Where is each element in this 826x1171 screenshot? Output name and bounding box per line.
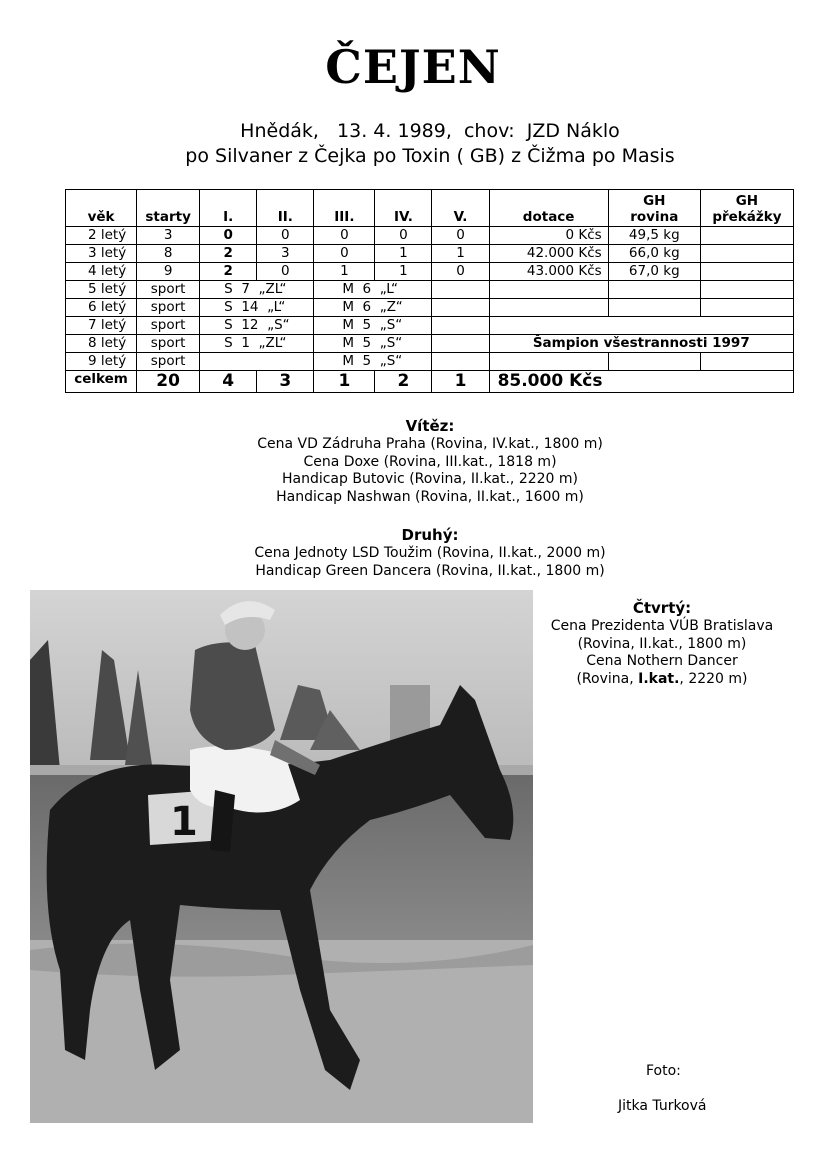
header-prize: dotace bbox=[489, 190, 608, 227]
total-row bbox=[66, 371, 794, 393]
cell-p2: 3 bbox=[257, 245, 314, 263]
cell-empty bbox=[700, 245, 793, 263]
cell-empty bbox=[432, 281, 489, 299]
cell-age: 3 letý bbox=[66, 245, 137, 263]
total-p2: 3 bbox=[257, 371, 314, 393]
cell-p4: 1 bbox=[375, 263, 432, 281]
cell-prize: 42.000 Kčs bbox=[489, 245, 608, 263]
table-row bbox=[66, 317, 794, 335]
cell-gh: 49,5 kg bbox=[608, 227, 700, 245]
winner-section bbox=[0, 416, 826, 506]
fourth-heading: Čtvrtý: bbox=[632, 599, 692, 617]
cell-empty bbox=[700, 227, 793, 245]
cell-empty bbox=[608, 299, 700, 317]
header-gh-flat bbox=[608, 190, 700, 227]
table-row bbox=[66, 245, 794, 263]
cell-sport-m: M 5 „S“ bbox=[314, 353, 432, 371]
total-starts: 20 bbox=[137, 371, 200, 393]
second-race: Cena Jednoty LSD Toužim (Rovina, II.kat., 2000 m) bbox=[254, 545, 606, 561]
table-row bbox=[66, 353, 794, 371]
fourth-line4-bold: I.kat. bbox=[638, 670, 680, 687]
header-gh-flat-line1: GH bbox=[643, 193, 666, 209]
cell-sport-m: M 5 „S“ bbox=[314, 317, 432, 335]
fourth-line4-post: , 2220 m) bbox=[679, 670, 748, 687]
cell-starts: 8 bbox=[137, 245, 200, 263]
header-age: věk bbox=[66, 190, 137, 227]
cell-p1: 0 bbox=[200, 227, 257, 245]
cell-empty bbox=[700, 353, 793, 371]
cell-starts: sport bbox=[137, 317, 200, 335]
fourth-race-line: (Rovina, II.kat., 1800 m) bbox=[577, 635, 747, 652]
total-label: celkem bbox=[66, 371, 137, 393]
cell-empty bbox=[489, 353, 608, 371]
total-prize: 85.000 Kčs bbox=[489, 371, 793, 393]
cell-starts: sport bbox=[137, 335, 200, 353]
cell-p5: 0 bbox=[432, 227, 489, 245]
cell-empty bbox=[700, 281, 793, 299]
cell-p4: 0 bbox=[375, 227, 432, 245]
header-place-4: IV. bbox=[375, 190, 432, 227]
champion-note: Šampion všestrannosti 1997 bbox=[489, 335, 793, 353]
cell-prize: 43.000 Kčs bbox=[489, 263, 608, 281]
winner-race: Handicap Butovic (Rovina, II.kat., 2220 m) bbox=[281, 471, 579, 487]
photo-label: Foto: bbox=[646, 1063, 681, 1079]
cell-empty bbox=[432, 299, 489, 317]
horse-name: ČEJEN bbox=[325, 40, 501, 94]
cell-p2: 0 bbox=[257, 227, 314, 245]
saddle-number: 1 bbox=[170, 799, 198, 845]
cell-age: 5 letý bbox=[66, 281, 137, 299]
cell-empty bbox=[432, 317, 489, 335]
header-place-2: II. bbox=[257, 190, 314, 227]
total-p5: 1 bbox=[432, 371, 489, 393]
header-place-5: V. bbox=[432, 190, 489, 227]
cell-sport-s: S 14 „L“ bbox=[200, 299, 314, 317]
race-record-table bbox=[65, 189, 794, 393]
table-row bbox=[66, 263, 794, 281]
cell-sport-s: S 12 „S“ bbox=[200, 317, 314, 335]
cell-starts: 3 bbox=[137, 227, 200, 245]
cell-age: 4 letý bbox=[66, 263, 137, 281]
race-photo bbox=[30, 590, 533, 1123]
cell-sport-m: M 6 „Z“ bbox=[314, 299, 432, 317]
cell-empty bbox=[700, 299, 793, 317]
header-gh-jump-line2: překážky bbox=[712, 209, 782, 225]
cell-age: 9 letý bbox=[66, 353, 137, 371]
cell-empty bbox=[432, 353, 489, 371]
cell-p5: 0 bbox=[432, 263, 489, 281]
table-row bbox=[66, 335, 794, 353]
cell-sport-s: S 7 „ZL“ bbox=[200, 281, 314, 299]
winner-race: Handicap Nashwan (Rovina, II.kat., 1600 m) bbox=[276, 488, 584, 505]
total-p4: 2 bbox=[375, 371, 432, 393]
cell-empty bbox=[489, 299, 608, 317]
cell-empty bbox=[608, 353, 700, 371]
cell-starts: sport bbox=[137, 353, 200, 371]
total-p1: 4 bbox=[200, 371, 257, 393]
cell-age: 8 letý bbox=[66, 335, 137, 353]
header-gh-jump-line1: GH bbox=[735, 193, 759, 209]
cell-p3: 1 bbox=[314, 263, 375, 281]
table-row bbox=[66, 227, 794, 245]
cell-gh: 67,0 kg bbox=[608, 263, 700, 281]
cell-empty bbox=[489, 281, 608, 299]
cell-p4: 1 bbox=[375, 245, 432, 263]
header-place-3: III. bbox=[314, 190, 375, 227]
header-gh-jump bbox=[700, 190, 793, 227]
cell-p5: 1 bbox=[432, 245, 489, 263]
photo-illustration bbox=[30, 590, 533, 1123]
fourth-line4-pre: (Rovina, bbox=[576, 670, 639, 687]
winner-race: Cena VD Zádruha Praha (Rovina, IV.kat., 1800 m) bbox=[257, 436, 603, 452]
cell-prize: 0 Kčs bbox=[489, 227, 608, 245]
total-p3: 1 bbox=[314, 371, 375, 393]
photographer-name: Jitka Turková bbox=[618, 1098, 707, 1114]
cell-empty bbox=[700, 263, 793, 281]
fourth-race-line bbox=[534, 671, 790, 689]
second-race: Handicap Green Dancera (Rovina, II.kat., 1800 m) bbox=[255, 562, 605, 579]
second-section bbox=[0, 525, 826, 580]
cell-sport-m: M 5 „S“ bbox=[314, 335, 432, 353]
cell-sport-m: M 6 „L“ bbox=[314, 281, 432, 299]
cell-p3: 0 bbox=[314, 245, 375, 263]
cell-empty bbox=[608, 281, 700, 299]
cell-empty bbox=[489, 317, 793, 335]
table-row bbox=[66, 299, 794, 317]
fourth-race-line: Cena Nothern Dancer bbox=[586, 653, 738, 669]
cell-age: 7 letý bbox=[66, 317, 137, 335]
cell-starts: sport bbox=[137, 299, 200, 317]
cell-p2: 0 bbox=[257, 263, 314, 281]
cell-age: 2 letý bbox=[66, 227, 137, 245]
fourth-section bbox=[534, 598, 790, 688]
table-row bbox=[66, 281, 794, 299]
cell-p3: 0 bbox=[314, 227, 375, 245]
header-place-1: I. bbox=[200, 190, 257, 227]
horse-pedigree: po Silvaner z Čejka po Toxin ( GB) z Čižma po Masis bbox=[185, 145, 675, 167]
second-heading: Druhý: bbox=[401, 526, 459, 544]
cell-sport-s bbox=[200, 353, 314, 371]
table-header-row bbox=[66, 190, 794, 227]
cell-empty bbox=[432, 335, 489, 353]
cell-starts: 9 bbox=[137, 263, 200, 281]
winner-race: Cena Doxe (Rovina, III.kat., 1818 m) bbox=[303, 453, 557, 470]
horse-info: Hnědák, 13. 4. 1989, chov: JZD Náklo bbox=[240, 120, 620, 142]
fourth-race-line: Cena Prezidenta VÚB Bratislava bbox=[550, 618, 774, 634]
cell-p1: 2 bbox=[200, 263, 257, 281]
header-gh-flat-line2: rovina bbox=[630, 209, 679, 225]
cell-age: 6 letý bbox=[66, 299, 137, 317]
cell-gh: 66,0 kg bbox=[608, 245, 700, 263]
winner-heading: Vítěz: bbox=[405, 417, 455, 435]
cell-sport-s: S 1 „ZL“ bbox=[200, 335, 314, 353]
header-starts: starty bbox=[137, 190, 200, 227]
cell-p1: 2 bbox=[200, 245, 257, 263]
cell-starts: sport bbox=[137, 281, 200, 299]
